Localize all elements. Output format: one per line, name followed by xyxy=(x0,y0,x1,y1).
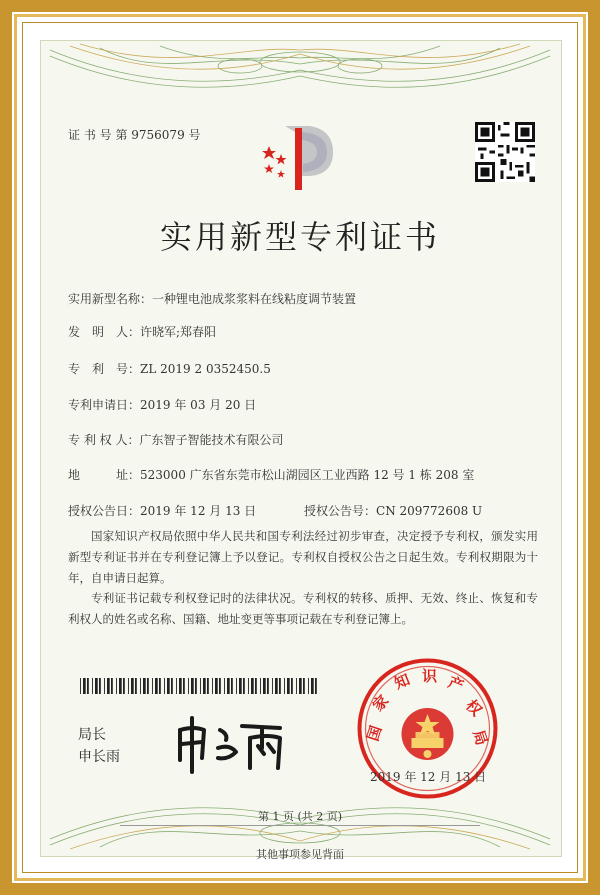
inventor-row xyxy=(68,323,216,340)
svg-text:产: 产 xyxy=(445,673,467,696)
certificate-number: 证 书 号 第 9756079 号 xyxy=(68,128,201,142)
director-signature-icon xyxy=(170,708,310,778)
barcode-icon xyxy=(80,678,318,694)
filing-date-label: 专利申请日： xyxy=(68,398,141,412)
footer-divider xyxy=(120,825,480,826)
grant-date-row xyxy=(68,502,256,519)
utility-model-name-value: 一种锂电池成浆浆料在线粘度调节装置 xyxy=(152,292,357,306)
director-title: 局长 xyxy=(78,727,106,743)
address-row xyxy=(68,466,474,483)
svg-text:知: 知 xyxy=(391,670,413,693)
inventor-value: 许晓军;郑春阳 xyxy=(140,325,217,339)
svg-text:识: 识 xyxy=(422,667,438,685)
inventor-label: 发 明 人： xyxy=(68,325,141,339)
grant-number-value: CN 209772608 U xyxy=(376,504,483,518)
svg-text:局: 局 xyxy=(469,727,491,748)
patent-number-value: ZL 2019 2 0352450.5 xyxy=(140,362,271,376)
grant-number-label: 授权公告号： xyxy=(304,504,377,518)
document-title: 实用新型专利证书 xyxy=(159,218,440,256)
utility-model-name-row xyxy=(68,290,356,307)
svg-text:权: 权 xyxy=(462,696,486,720)
seal-date: 2019 年 12 月 13 日 xyxy=(370,770,487,784)
svg-text:家: 家 xyxy=(368,691,393,715)
patentee-value: 广东智子智能技术有限公司 xyxy=(139,433,284,447)
top-ornament xyxy=(40,40,560,110)
patent-number-label: 专 利 号： xyxy=(68,362,141,376)
footer-note: 其他事项参见背面 xyxy=(256,848,344,861)
filing-date-row xyxy=(68,396,256,413)
svg-text:国: 国 xyxy=(363,723,386,744)
patentee-label: 专 利 权 人： xyxy=(68,433,140,447)
page-indicator: 第 1 页 (共 2 页) xyxy=(257,810,343,823)
utility-model-name-label: 实用新型名称： xyxy=(68,292,153,306)
address-label: 地 址： xyxy=(68,468,141,482)
patent-number-row xyxy=(68,360,271,377)
grant-number-row xyxy=(304,502,482,519)
body-paragraph-1: 国家知识产权局依照中华人民共和国专利法经过初步审查，决定授予专利权，颁发实用新型专利证书并在专利登记簿上予以登记。专利权自授权公告之日起生效。专利权期限为十年，自申请日起算。 xyxy=(68,529,538,585)
grant-date-label: 授权公告日： xyxy=(68,504,141,518)
director-name: 申长雨 xyxy=(78,749,120,765)
body-paragraph-2: 专利证书记载专利权登记时的法律状况。专利权的转移、质押、无效、终止、恢复和专利权人的姓名或名称、国籍、地址变更等事项记载在专利登记簿上。 xyxy=(68,591,538,626)
qr-code-icon xyxy=(475,122,535,182)
filing-date-value: 2019 年 03 月 20 日 xyxy=(140,398,257,412)
address-value: 523000 广东省东莞市松山湖园区工业西路 12 号 1 栋 208 室 xyxy=(140,468,475,482)
cnipa-logo-icon xyxy=(255,118,355,198)
grant-date-value: 2019 年 12 月 13 日 xyxy=(140,504,257,518)
patentee-row xyxy=(68,431,283,448)
